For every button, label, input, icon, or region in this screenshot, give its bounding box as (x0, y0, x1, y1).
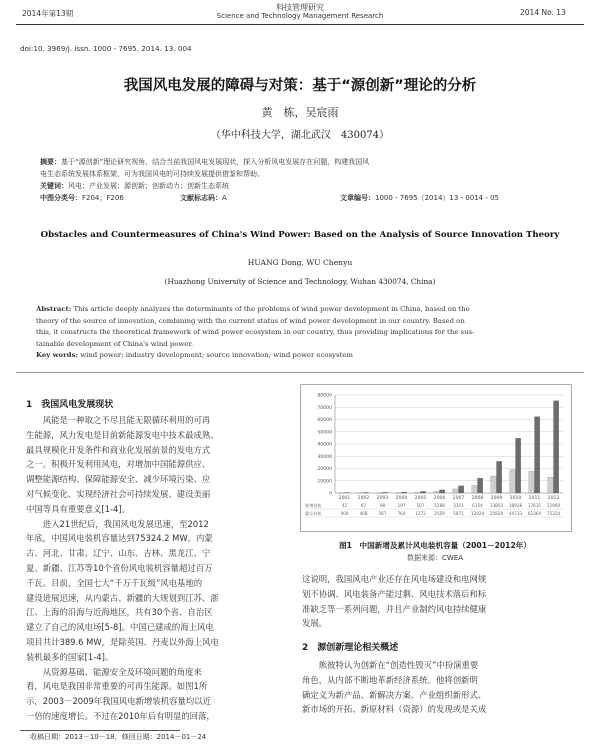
authors-en: HUANG Dong, WU Chenyu (247, 258, 353, 267)
y-tick-label: 70000 (317, 405, 332, 411)
bar-cumulative-2005 (421, 491, 426, 493)
s1-line-3: 之一。积极开发利用风电，对增加中国能源供应、 (26, 459, 211, 470)
abstract-en-line1: This article deeply analyzes the determinants of the problems of wind power development in China, based on the (71, 305, 470, 313)
abstract-cn-label: 摘要： (40, 158, 61, 166)
clc-value: F204；F206 (82, 194, 124, 202)
table-cell: 62364 (527, 511, 542, 516)
table-cell: 567 (378, 511, 387, 516)
abstract-en-line2: theory of the source of innovation, combining with the current status of wind power development in our country. Based on (36, 316, 465, 325)
s2-line-1: 角色，从内部不断地革新经济系统。他将创新明 (302, 674, 478, 685)
table-cell: 764 (397, 511, 406, 516)
s1-line-20: 一倍的速度增长。不过在2010年后有明显的回落， (26, 710, 215, 721)
header-issue-right: 2014 No. 13 (520, 8, 566, 17)
table-cell: 5871 (453, 511, 464, 516)
bar-new-2011 (529, 471, 534, 493)
authors-cn: 黄 栋，吴宸雨 (261, 106, 339, 119)
section1-body (26, 413, 278, 724)
article-no-value: 1000 - 7695（2014）13 - 0014 - 05 (375, 194, 500, 202)
keywords-en-label: Key words: (36, 351, 79, 360)
doi-line: doi:10. 3969/j. issn. 1000 - 7695. 2014. 13. 004 (20, 44, 192, 53)
table-cell: 25828 (489, 511, 504, 516)
s1-line-10: 夏、新疆、江苏等10个省份风电装机容量超过百万 (26, 562, 213, 573)
bar-cumulative-2004 (402, 492, 407, 493)
abstract-bottom-rule (16, 372, 584, 373)
s1-line-6: 中国等具有重要意义[1-4]。 (26, 503, 130, 514)
bar-cumulative-2009 (497, 461, 502, 493)
table-cell: 17631 (527, 503, 542, 508)
x-tick-label: 2001 (338, 496, 351, 501)
x-tick-label: 2003 (376, 496, 389, 501)
bar-new-2005 (415, 492, 420, 493)
bar-cumulative-2010 (516, 438, 521, 493)
paper-title-en: Obstacles and Countermeasures of China's Wind Power: Based on the Analysis of Source Innovation Theory (40, 230, 560, 240)
table-cell: 197 (397, 503, 406, 508)
s1-line-13: 江、上海的沿海与近海地区，共有30个省、自治区 (26, 607, 213, 618)
x-tick-label: 2005 (414, 496, 427, 501)
bar-cumulative-2011 (535, 417, 540, 493)
bar-new-2012 (548, 477, 553, 493)
table-cell: 42 (341, 503, 348, 508)
footer-rule (20, 730, 180, 731)
table-cell: 44733 (508, 511, 523, 516)
x-tick-label: 2011 (528, 496, 541, 501)
s1-line-12: 建设进展迅速，从内蒙古、新疆的大规划到江苏、浙 (26, 592, 219, 603)
s1-line-8: 年底，中国风电装机容量达到75324.2 MW。内蒙 (26, 533, 213, 544)
header-journal-title: 科技管理研究 (276, 3, 324, 12)
figure1-caption: 图1 中国新增及累计风电装机容量（2001－2012年） (339, 541, 531, 550)
table-cell: 400 (340, 511, 349, 516)
s1-line-5: 对气候变化、实现经济社会可持续发展、建设美丽 (26, 488, 211, 499)
y-tick-label: 60000 (317, 418, 332, 424)
table-cell: 6154 (472, 503, 483, 508)
bar-new-2008 (472, 485, 477, 493)
abstract-en (36, 304, 572, 362)
s2-line-0: 熊彼特认为创新在“创造性毁灭”中扮演重要 (318, 660, 479, 670)
s1-line-0: 风能是一种取之不尽且能无限循环利用的可再 (42, 415, 211, 425)
bar-cumulative-2008 (478, 478, 483, 493)
x-tick-label: 2009 (490, 496, 503, 501)
bar-cumulative-2003 (383, 492, 388, 493)
y-tick-label: 40000 (317, 442, 332, 448)
y-tick-label: 20000 (317, 467, 332, 473)
y-tick-label: 80000 (317, 393, 332, 399)
table-cell: 67 (360, 503, 367, 508)
abstract-en-line3: this, it constructs the theoretical framework of wind power ecosystem in our country, thus providing implications for the sus- (36, 328, 475, 337)
x-tick-label: 2004 (395, 496, 408, 501)
affiliation-en: (Huazhong University of Science and Technology, Wuhan 430074, China) (164, 277, 436, 286)
table-cell: 1288 (434, 503, 445, 508)
table-cell: 98 (379, 503, 386, 508)
s1-line-19: 示，2003－2009年我国风电新增装机容量均以近 (26, 696, 212, 707)
abstract-en-line4: tainable development of China's wind power. (36, 339, 194, 348)
received-date: 收稿日期：2013－10－18，修回日期：2014－01－24 (30, 733, 207, 741)
clc-label: 中图分类号： (40, 194, 82, 202)
bar-cumulative-2006 (440, 490, 445, 493)
s1-line-1: 生能源，风力发电是目前新能源发电中技术最成熟、 (26, 429, 219, 440)
article-no-label: 文章编号： (340, 194, 375, 202)
table-series-name: 累计装机 (305, 511, 322, 516)
s1-line-7: 进入21世纪后，我国风电发展迅速，至2012 (42, 518, 209, 529)
s2-line-2: 确定义为新产品、新解决方案、产业组织新形式、 (302, 689, 487, 700)
keywords-cn-label: 关键词： (40, 182, 68, 190)
y-tick-label: 50000 (317, 430, 332, 436)
s2-line-3: 新市场的开拓、新原材料（资源）的发现或是关成 (302, 704, 487, 715)
affiliation-cn: （华中科技大学，湖北武汉 430074） (210, 130, 390, 141)
s1-line-11: 千瓦。目前，全国七大“千万千瓦级”风电基地的 (26, 577, 203, 588)
keywords-cn-text: 风电；产业发展；源创新；创新动力；创新生态系统 (68, 182, 229, 190)
y-tick-label: 10000 (317, 479, 332, 485)
y-tick-label: 0 (329, 491, 332, 497)
abstract-cn-line1: 基于“源创新”理论研究视角，结合当前我国风电发展现状，探入分析风电发展存在问题，构建我国风 (61, 158, 370, 166)
s1-line-2: 最具规模化开发条件和商业化发展前景的发电方式 (26, 444, 211, 455)
table-cell: 12024 (470, 511, 485, 516)
s1-line-9: 古、河北、甘肃、辽宁、山东、吉林、黑龙江、宁 (26, 548, 211, 559)
bar-new-2006 (434, 491, 439, 493)
table-cell: 2559 (434, 511, 445, 516)
y-tick-label: 30000 (317, 454, 332, 460)
right-column-body (302, 572, 560, 631)
s1-line-18: 看，风电是我国非常重要的可再生能源。如图1所 (26, 681, 208, 692)
table-cell: 468 (359, 511, 368, 516)
x-tick-label: 2006 (433, 496, 446, 501)
s1-line-16: 装机最多的国家[1-4]。 (26, 651, 114, 662)
r-line-3: 发展。 (302, 618, 328, 629)
table-cell: 13803 (489, 503, 504, 508)
bar-new-2007 (453, 489, 458, 493)
bar-cumulative-2007 (459, 486, 464, 493)
table-cell: 12960 (546, 503, 561, 508)
x-tick-label: 2007 (452, 496, 465, 501)
header-issue-left: 2014年第13期 (22, 9, 74, 18)
x-tick-label: 2012 (547, 496, 560, 501)
table-cell: 3311 (453, 503, 464, 508)
s1-line-17: 从资源基础、能源安全及环境问题的角度来 (42, 666, 202, 677)
section1-heading: 1 我国风电发展现状 (26, 400, 114, 410)
table-cell: 75324 (546, 511, 561, 516)
s1-line-4: 调整能源结构、保障能源安全、减少环境污染、应 (26, 474, 211, 485)
bar-new-2009 (491, 476, 496, 493)
x-tick-label: 2002 (357, 496, 370, 501)
paper-title-cn: 我国风电发展的障碍与对策：基于“源创新”理论的分析 (123, 78, 477, 94)
bar-new-2010 (510, 470, 515, 493)
s1-line-14: 建立了自己的风电场[5-8]。中国已建成的海上风电 (26, 622, 214, 633)
table-cell: 1272 (415, 511, 426, 516)
x-tick-label: 2008 (471, 496, 484, 501)
abstract-cn (40, 156, 560, 204)
r-line-1: 划不协调、风电装备产能过剩、风电技术落后和标 (302, 588, 487, 599)
doc-code-label: 文献标志码： (180, 194, 222, 202)
r-line-0: 这说明，我国风电产业还存在风电场建设和电网规 (302, 574, 487, 584)
table-cell: 18928 (508, 503, 523, 508)
abstract-en-label: Abstract: (36, 305, 72, 313)
table-series-name: 新增装机 (305, 503, 322, 508)
s1-line-15: 项目共计389.6 MW，是除英国、丹麦以外海上风电 (26, 636, 219, 647)
section2-heading: 2 源创新理论相关概述 (302, 643, 399, 653)
x-tick-label: 2010 (509, 496, 522, 501)
bar-cumulative-2012 (554, 401, 559, 493)
table-cell: 507 (416, 503, 425, 508)
figure1-frame (300, 384, 572, 532)
abstract-cn-line2: 电生态系统发展体系框架，可为我国风电的可持续发展提供借鉴和帮助。 (40, 170, 264, 178)
figure1-source: 数据来源：CWEA (406, 554, 464, 562)
r-line-2: 准缺乏等一系列问题，并且产业制约风电持续健康 (302, 603, 487, 614)
figure1-chart (301, 385, 571, 531)
keywords-en-text: wind power; industry development; source innovation; wind power ecosystem (78, 351, 353, 360)
header-journal-subtitle: Science and Technology Management Research (216, 12, 384, 20)
section2-body (302, 658, 560, 717)
header-rule (16, 24, 584, 25)
bar-cumulative-2002 (364, 492, 369, 493)
doc-code-value: A (222, 194, 227, 202)
